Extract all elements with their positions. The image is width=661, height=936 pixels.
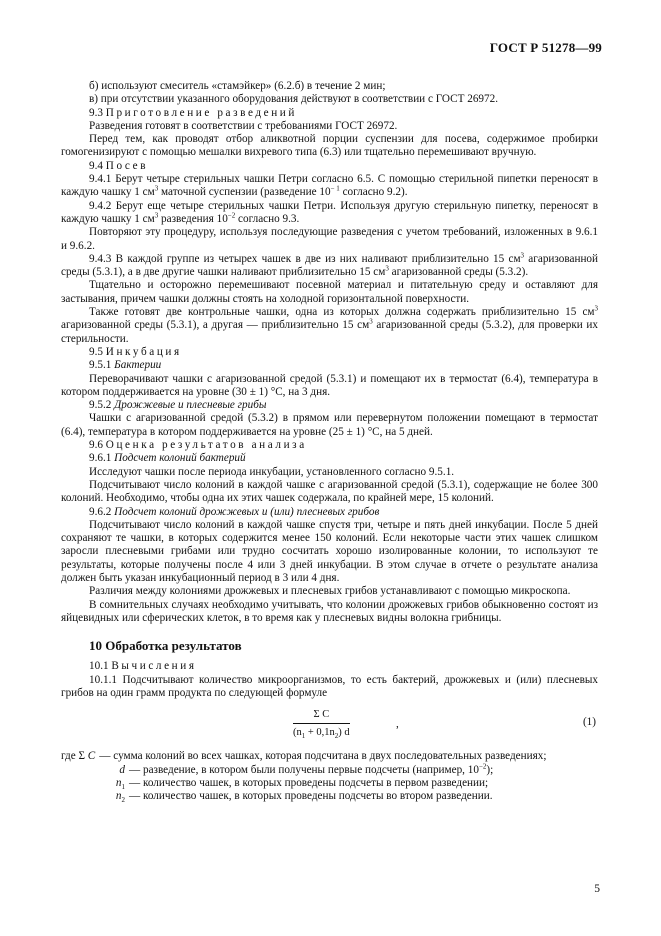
paragraph: Подсчитывают число колоний в каждой чашке с агаризованной средой (5.3.1), содержащие не более 300 колоний. Необходимо, чтобы одна их этих чашек содержала, по крайней мере, 15 колоний. [61, 478, 598, 505]
paragraph-10-1-1: 10.1.1 Подсчитывают количество микроорганизмов, то есть бактерий, дрожжевых и (или) плесневых грибов на один грамм продукта по следующей формуле [61, 673, 598, 700]
definition-d: d — разведение, в котором были получены первые подсчеты (например, $10^{-2}$); [119, 761, 494, 776]
paragraph: Чашки с агаризованной средой (5.3.2) в прямом или перевернутом положении помещают в термостат (6.4), температура в котором поддерживается на уровне (25 ± 1) °С, на 5 дней. [61, 412, 598, 438]
section-heading-10-1: 10.1 Вычисления [89, 660, 197, 673]
standard-header: ГОСТ Р 51278—99 [489, 40, 602, 55]
formula-denominator: $(n_1 + 0,1n_2)$ d [293, 726, 350, 740]
paragraph: Различия между колониями дрожжевых и плесневых грибов устанавливают с помощью микроскопа. [89, 585, 571, 598]
list-item-b: б) используют смеситель «стамэйкер» (6.2.б) в течение 2 мин; [89, 80, 386, 92]
formula-number: (1) [582, 716, 596, 729]
formula-fraction [293, 708, 350, 739]
section-heading-9-3: 9.3 Приготовление разведений [89, 106, 297, 119]
section-heading-9-5-1: 9.5.1 Бактерии [89, 359, 162, 372]
formula-numerator: Σ C [293, 708, 350, 723]
section-heading-9-6-1: 9.6.1 Подсчет колоний бактерий [89, 452, 246, 465]
paragraph: Подсчитывают число колоний в каждой чашке спустя три, четыре и пять дней инкубации. После 5 дней сохраняют те чашки, в которых содержится менее 150 колоний. Если некоторые части этих чашек слишком заросли плесневыми грибами или трудно сосчитать хорошо изолированные колонии, то используют те результаты, которые получены после 4 или 3 дней инкубации. В этом случае в отчете о результате анализа должен быть указан инкубационный период в 3 или 4 дня. [61, 518, 598, 584]
section-heading-9-4: 9.4 Посев [89, 159, 149, 172]
paragraph-9-4-2: 9.4.2 Берут еще четыре стерильных чашки Петри. Используя другую стерильную пипетку, переносят в каждую чашку 1 $см^3$ разведения $10^{-2}$ согласно 9.3. [61, 199, 598, 225]
paragraph-9-4-3: 9.4.3 В каждой группе из четырех чашек в две из них наливают приблизительно 15 $см^3$ агаризованной среды (5.3.1), а в две другие чашки наливают приблизительно 15 $см^3$ агаризованной среды (5.3.2). [61, 251, 599, 279]
section-heading-9-5-2: 9.5.2 Дрожжевые и плесневые грибы [89, 399, 267, 412]
definition-n2: $n_2$ — количество чашек, в которых проведены подсчеты во втором разведении. [115, 790, 493, 805]
section-heading-9-6-2: 9.6.2 Подсчет колоний дрожжевых и (или) плесневых грибов [89, 505, 380, 518]
section-heading-9-5: 9.5 Инкубация [89, 345, 182, 358]
document-body [61, 80, 598, 804]
formula-comma: , [396, 718, 399, 731]
section-heading-10: 10 Обработка результатов [89, 638, 242, 654]
paragraph: Повторяют эту процедуру, используя последующие разведения с учетом требований, изложенных в 9.6.1 и 9.6.2. [61, 226, 598, 252]
paragraph-9-4-1: 9.4.1 Берут четыре стерильных чашки Петри согласно 6.5. С помощью стерильной пипетки переносят в каждую чашку 1 $см^3$ маточной суспензии (разведение $10^{- 1}$ согласно 9.2). [61, 173, 598, 199]
paragraph: Также готовят две контрольные чашки, одна из которых должна содержать приблизительно 15 $см^3$ агаризованной среды (5.3.1), а другая — приблизительно 15 $см^3$ агаризованной среды (5.3.2), для проверки их стерильности. [61, 304, 598, 345]
paragraph: Тщательно и осторожно перемешивают посевной материал и питательную среду и оставляют для застывания, причем чашки должны стоять на холодной горизонтальной поверхности. [61, 279, 598, 305]
definition-n1: $n_1$ — количество чашек, в которых проведены подсчеты в первом разведении; [115, 776, 489, 792]
definition-sum: где Σ C — сумма колоний во всех чашках, которая подсчитана в двух последовательных разведениях; [61, 750, 547, 763]
list-item-v: в) при отсутствии указанного оборудования действуют в соответствии с ГОСТ 26972. [89, 93, 498, 106]
paragraph: Переворачивают чашки с агаризованной средой (5.3.1) и помещают их в термостат (6.4), температура в котором поддерживается на уровне (30 ± 1) °С, на 3 дня. [61, 372, 598, 398]
page-number: 5 [594, 883, 600, 895]
section-heading-9-6: 9.6 Оценка результатов анализа [89, 439, 307, 452]
paragraph: В сомнительных случаях необходимо учитывать, что колонии дрожжевых грибов обыкновенно состоят из яйцевидных или сферических клеток, в то время как у плесневых видны волокна грибницы. [61, 598, 598, 624]
formula-1 [61, 708, 598, 742]
paragraph: Разведения готовят в соответствии с требованиями ГОСТ 26972. [89, 119, 398, 132]
paragraph: Исследуют чашки после периода инкубации, установленного согласно 9.5.1. [89, 465, 455, 478]
paragraph: Перед тем, как проводят отбор аликвотной порции суспензии для посева, содержимое пробирки гомогенизируют с помощью мешалки вихревого типа (6.3) или тщательно перемешивают вручную. [61, 133, 598, 159]
